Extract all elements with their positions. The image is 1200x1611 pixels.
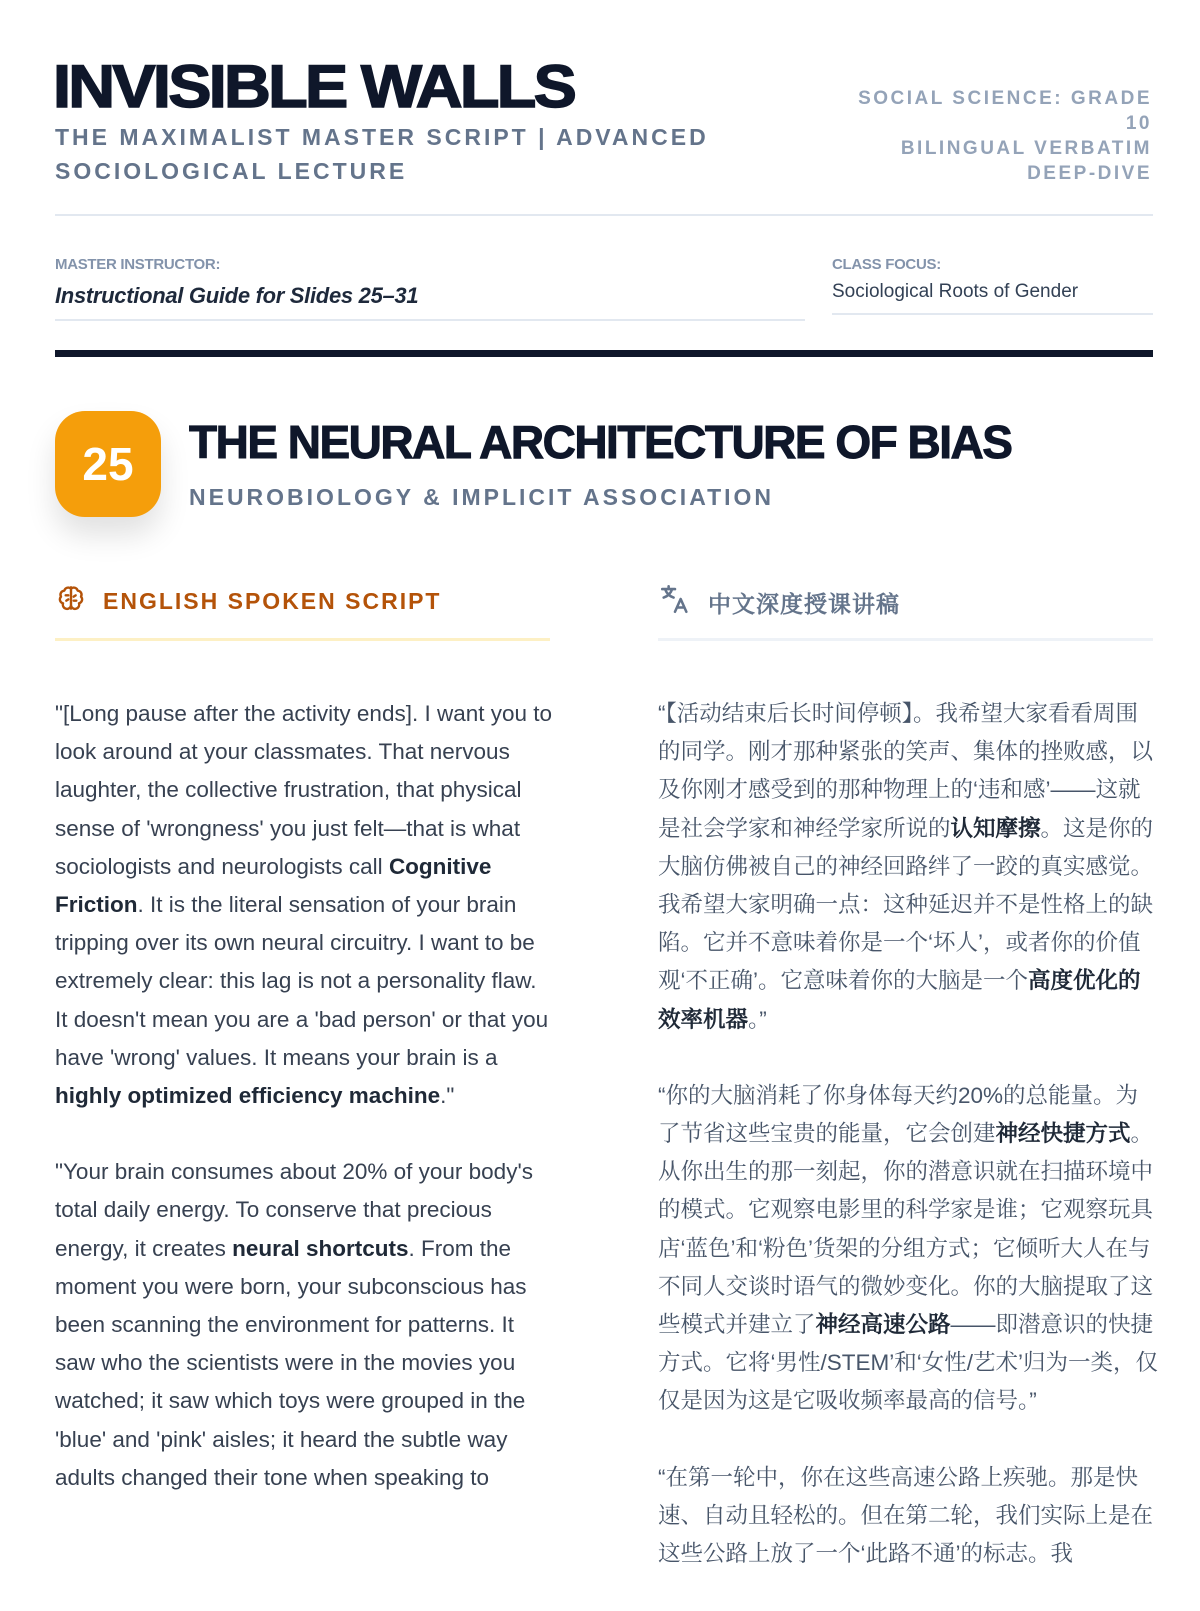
translate-icon bbox=[658, 582, 692, 622]
header-divider bbox=[55, 214, 1153, 216]
section-divider bbox=[55, 350, 1153, 357]
chinese-column-header bbox=[658, 582, 900, 622]
key-term: 高度优化的效率机器 bbox=[658, 968, 1141, 1032]
key-term: 神经快捷方式 bbox=[995, 1121, 1131, 1147]
chinese-paragraph bbox=[658, 695, 1158, 1039]
document-title: INVISIBLE WALLS bbox=[53, 53, 575, 120]
paragraph-text: “你的大脑消耗了你身体每天约20%的总能量。为了节省这些宝贵的能量，它会创建 bbox=[658, 1082, 1139, 1147]
paragraph-text: . From the moment you were born, your subconscious has been scanning the environment for patterns. It saw who the scientists were in the movies you watched; it saw which toys were grouped in the 'blue' and 'pink' aisles; it heard the subtle way adults changed their tone when speaking to bbox=[55, 1235, 527, 1490]
key-term: neural shortcuts bbox=[232, 1235, 409, 1261]
paragraph-text: ." bbox=[440, 1083, 455, 1109]
paragraph-text: 。” bbox=[748, 1006, 767, 1032]
paragraph-text: "[Long pause after the activity ends]. I want you to look around at your classmates. That nervous laughter, the collective frustration, that physical sense of 'wrongness' you just felt—that is what sociologists and neurologists call bbox=[55, 701, 553, 879]
english-script bbox=[55, 695, 553, 1535]
course-meta bbox=[852, 86, 1152, 186]
chinese-paragraph bbox=[658, 1459, 1158, 1574]
key-term: highly optimized efficiency machine bbox=[55, 1083, 441, 1109]
focus-label: CLASS FOCUS: bbox=[832, 256, 941, 273]
paragraph-text: . It is the literal sensation of your brain tripping over its own neural circuitry. I want to be extremely clear: this lag is not a personality flaw. It doesn't mean you are a 'bad person' or that you have 'wrong' values. It means your brain is a bbox=[55, 892, 549, 1070]
chinese-heading-label: 中文深度授课讲稿 bbox=[708, 590, 900, 617]
document-subtitle: THE MAXIMALIST MASTER SCRIPT | ADVANCED SOCIOLOGICAL LECTURE bbox=[55, 124, 709, 184]
slide-title: THE NEURAL ARCHITECTURE OF BIAS bbox=[189, 416, 1012, 468]
instructor-label: MASTER INSTRUCTOR: bbox=[55, 256, 221, 273]
paragraph-text: 。从你出生的那一刻起，你的潜意识就在扫描环境中的模式。它观察电影里的科学家是谁；它观察玩具店‘蓝色’和‘粉色’货架的分组方式；它倾听大人在与不同人交谈时语气的微妙变化。你的大脑提取了这些模式并建立了 bbox=[658, 1121, 1154, 1338]
paragraph-text: 。这是你的大脑仿佛被自己的神经回路绊了一跤的真实感觉。我希望大家明确一点：这种延迟并不是性格上的缺陷。它并不意味着你是一个‘坏人’，或者你的价值观‘不正确’。它意味着你的大脑是一个 bbox=[658, 815, 1154, 994]
english-header-underline bbox=[55, 638, 550, 641]
key-term: 认知摩擦 bbox=[950, 815, 1041, 841]
chinese-header-underline bbox=[658, 638, 1153, 641]
english-paragraph bbox=[55, 1153, 553, 1497]
chinese-paragraph bbox=[658, 1077, 1158, 1421]
meta-format: BILINGUAL VERBATIM DEEP-DIVE bbox=[900, 138, 1152, 184]
slide-subtitle: NEUROBIOLOGY & IMPLICIT ASSOCIATION bbox=[189, 484, 775, 510]
english-column-header bbox=[55, 582, 441, 620]
paragraph-text: ——即潜意识的快捷方式。它将‘男性/STEM’和‘女性/艺术’归为一类，仅仅是因为这是它吸收频率最高的信号。” bbox=[658, 1312, 1158, 1414]
paragraph-text: "Your brain consumes about 20% of your body's total daily energy. To conserve that precious energy, it creates bbox=[55, 1159, 533, 1261]
key-term: 神经高速公路 bbox=[815, 1312, 951, 1338]
slide-number-badge: 25 bbox=[55, 411, 161, 517]
brain-icon bbox=[55, 582, 87, 620]
instructor-value: Instructional Guide for Slides 25–31 bbox=[55, 283, 419, 308]
chinese-script bbox=[658, 695, 1158, 1611]
key-term: Cognitive Friction bbox=[55, 853, 492, 918]
meta-grade: SOCIAL SCIENCE: GRADE 10 bbox=[858, 88, 1152, 134]
focus-underline bbox=[832, 313, 1153, 315]
english-paragraph bbox=[55, 695, 553, 1115]
instructor-underline bbox=[55, 319, 805, 321]
english-heading-label: ENGLISH SPOKEN SCRIPT bbox=[103, 587, 442, 614]
paragraph-text: “在第一轮中，你在这些高速公路上疾驰。那是快速、自动且轻松的。但在第二轮，我们实际上是在这些公路上放了一个‘此路不通’的标志。我 bbox=[658, 1464, 1154, 1567]
focus-value: Sociological Roots of Gender bbox=[832, 281, 1079, 302]
paragraph-text: “【活动结束后长时间停顿】。我希望大家看看周围的同学。刚才那种紧张的笑声、集体的挫败感，以及你刚才感受到的那种物理上的‘违和感’——这就是社会学家和神经学家所说的 bbox=[658, 701, 1154, 841]
instructor-field bbox=[55, 256, 805, 321]
class-focus-field bbox=[832, 256, 1153, 315]
